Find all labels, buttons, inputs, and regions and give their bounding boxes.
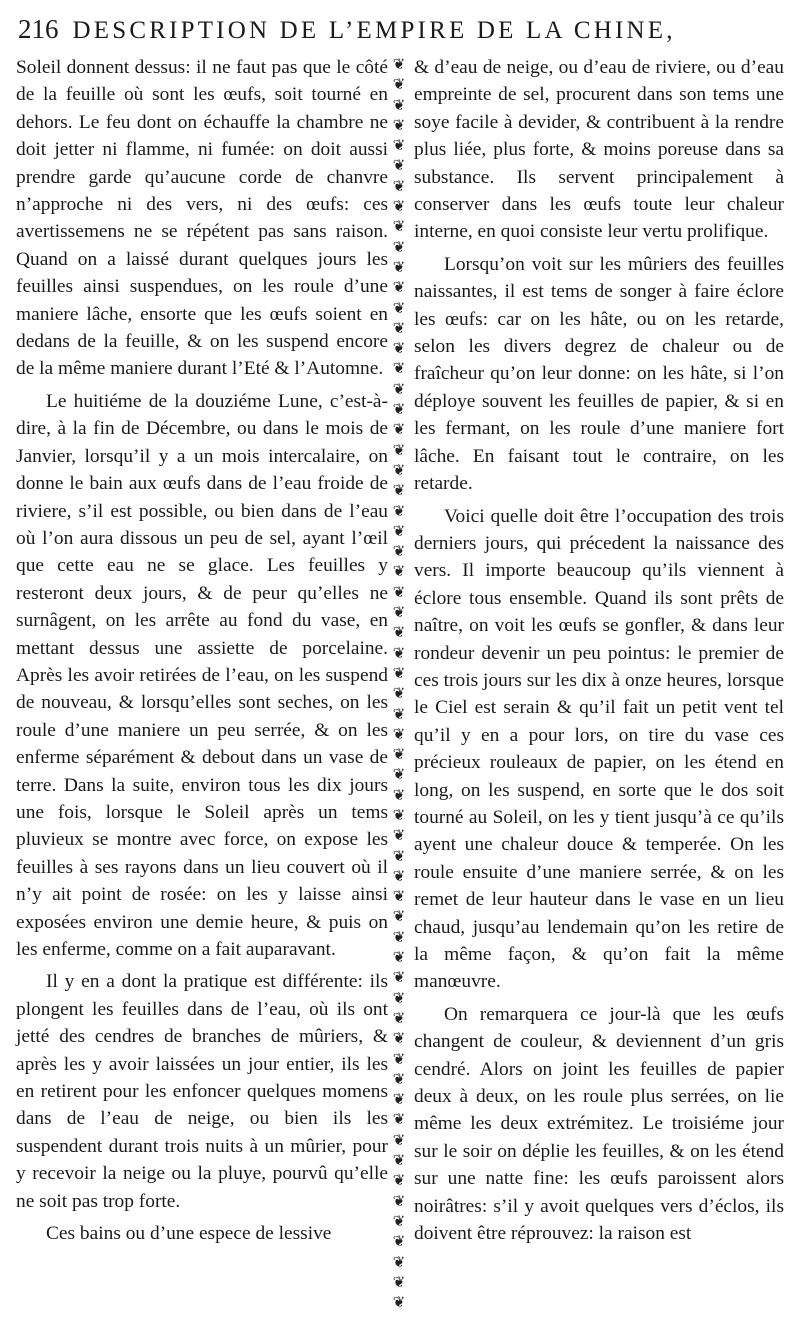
- fleuron-ornament: ❦: [392, 1272, 406, 1291]
- fleuron-ornament: ❦: [392, 1029, 406, 1048]
- fleuron-ornament: ❦: [392, 460, 406, 479]
- fleuron-ornament: ❦: [392, 826, 406, 845]
- fleuron-ornament: ❦: [392, 603, 406, 622]
- fleuron-ornament: ❦: [392, 805, 406, 824]
- fleuron-ornament: ❦: [392, 927, 406, 946]
- fleuron-ornament: ❦: [392, 359, 406, 378]
- fleuron-ornament: ❦: [392, 1293, 406, 1312]
- fleuron-ornament: ❦: [392, 481, 406, 500]
- fleuron-ornament: ❦: [392, 968, 406, 987]
- fleuron-ornament: ❦: [392, 521, 406, 540]
- page-number: 216: [18, 14, 59, 44]
- fleuron-ornament: ❦: [392, 887, 406, 906]
- fleuron-ornament: ❦: [392, 785, 406, 804]
- running-title: DESCRIPTION DE L’EMPIRE DE LA CHINE,: [72, 17, 676, 44]
- fleuron-ornament: ❦: [392, 1171, 406, 1190]
- fleuron-ornament: ❦: [392, 1151, 406, 1170]
- fleuron-ornament: ❦: [392, 257, 406, 276]
- fleuron-ornament: ❦: [392, 745, 406, 764]
- left-column: [16, 54, 388, 1247]
- fleuron-ornament: ❦: [392, 542, 406, 561]
- fleuron-ornament: ❦: [392, 501, 406, 520]
- paragraph: Lorsqu’on voit sur les mûriers des feuilles naissantes, il est tems de songer à faire éclore les œufs: car on les hâte, ou on les retarde, selon les divers degrez de chaleur ou de fraîcheur qu’on leur donne: on les hâte, si l’on déploye souvent les feuilles de papier, & si en les fermant, on les roule d’une maniere fort lâche. En faisant tout le contraire, on les retarde.: [414, 253, 784, 495]
- fleuron-ornament: ❦: [392, 1130, 406, 1149]
- ornamental-column-rule: [390, 54, 408, 1324]
- fleuron-ornament: ❦: [392, 684, 406, 703]
- fleuron-ornament: ❦: [392, 339, 406, 358]
- fleuron-ornament: ❦: [392, 1090, 406, 1109]
- fleuron-ornament: ❦: [392, 1049, 406, 1068]
- fleuron-ornament: ❦: [392, 176, 406, 195]
- fleuron-ornament: ❦: [392, 318, 406, 337]
- fleuron-ornament: ❦: [392, 278, 406, 297]
- paragraph: Ces bains ou d’une espece de lessive: [46, 1223, 332, 1245]
- fleuron-ornament: ❦: [392, 298, 406, 317]
- fleuron-ornament: ❦: [392, 1211, 406, 1230]
- fleuron-ornament: ❦: [392, 988, 406, 1007]
- fleuron-ornament: ❦: [392, 1232, 406, 1251]
- fleuron-ornament: ❦: [392, 136, 406, 155]
- fleuron-ornament: ❦: [392, 623, 406, 642]
- fleuron-ornament: ❦: [392, 724, 406, 743]
- fleuron-ornament: ❦: [392, 948, 406, 967]
- paragraph: Soleil donnent dessus: il ne faut pas que le côté de la feuille où sont les œufs, soit tourné en dehors. Le feu dont on échauffe la chambre ne doit jetter ni flamme, ni fumée: on doit aussi prendre garde qu’aucune corde de chanvre n’approche ni des vers, ni des œufs: ces avertissemens ne se répétent pas sans raison. Quand on a laissé durant quelques jours les feuilles ainsi suspendues, on les roule d’une maniere lâche, ensorte que les œufs soient en dedans de la feuille, & on les suspend encore de la même maniere durant l’Eté & l’Automne.: [16, 57, 388, 380]
- fleuron-ornament: ❦: [392, 562, 406, 581]
- fleuron-ornament: ❦: [392, 907, 406, 926]
- paragraph: Le huitiéme de la douziéme Lune, c’est-à-dire, à la fin de Décembre, ou dans le mois de Janvier, lorsqu’il y a un mois intercalaire, on donne le bain aux œufs dans de l’eau froide de riviere, s’il est possible, ou bien dans de l’eau où l’on aura dissous un peu de sel, ayant l’œil que cette eau ne se glace. Les feuilles y resteront deux jours, & de peur qu’elles ne surnâgent, on les arrête au fond du vase, en mettant dessus une assiette de porcelaine. Après les avoir retirées de l’eau, on les suspend de nouveau, & lorsqu’elles sont seches, on les roule d’une maniere un peu serrée, & on les enferme séparément & debout dans un vase de terre. Dans la suite, environ tous les dix jours une fois, lorsque le Soleil après un tems pluvieux se montre avec force, on expose les feuilles à ses rayons dans un lieu couvert où il n’y ait point de rosée: on les y laisse ainsi exposées environ une demie heure, & puis on les enferme, comme on a fait auparavant.: [16, 390, 388, 960]
- fleuron-ornament: ❦: [392, 156, 406, 175]
- running-head: [18, 14, 798, 50]
- fleuron-ornament: ❦: [392, 1069, 406, 1088]
- fleuron-ornament: ❦: [392, 643, 406, 662]
- fleuron-ornament: ❦: [392, 115, 406, 134]
- fleuron-ornament: ❦: [392, 1252, 406, 1271]
- fleuron-ornament: ❦: [392, 582, 406, 601]
- fleuron-ornament: ❦: [392, 1008, 406, 1027]
- fleuron-ornament: ❦: [392, 866, 406, 885]
- fleuron-ornament: ❦: [392, 440, 406, 459]
- right-column: [414, 54, 784, 1247]
- paragraph: & d’eau de neige, ou d’eau de riviere, ou d’eau empreinte de sel, procurent dans son tems une soye facile à devider, & contribuent à la rendre plus liée, plus forte, & moins poreuse dans sa substance. Ils servent principalement à conserver dans les œufs toute leur chaleur interne, en quoi consiste leur vertu prolifique.: [414, 57, 784, 243]
- paragraph: On remarquera ce jour-là que les œufs changent de couleur, & deviennent d’un gris cendré. Alors on joint les feuilles de papier deux à deux, on les roule plus serrées, on lie même les deux extrémitez. Le troisiéme jour sur le soir on déplie les feuilles, & on les étend sur une natte fine: les œufs paroissent alors noirâtres: s’il y avoit quelques vers d’éclos, ils doivent être réprouvez: la raison est: [414, 1003, 784, 1245]
- fleuron-ornament: ❦: [392, 237, 406, 256]
- fleuron-ornament: ❦: [392, 420, 406, 439]
- fleuron-ornament: ❦: [392, 197, 406, 216]
- paragraph: Voici quelle doit être l’occupation des trois derniers jours, qui précedent la naissance des vers. Il importe beaucoup qu’ils viennent à éclore tous ensemble. Quand ils sont prêts de naître, on voit les œufs se gonfler, & dans leur rondeur devenir un peu pointus: le premier de ces trois jours sur les dix à onze heures, lorsque le Ciel est serain & qu’il fait un petit vent tel qu’il y en a pour lors, on tire du vase ces précieux rouleaux de papier, on les étend en long, on les suspend, en sorte que le dos soit tourné au Soleil, on les y tient jusqu’à ce qu’ils ayent une chaleur douce & temperée. On les roule ensuite d’une maniere serrée, & on les remet de leur hauteur dans le vase en un lieu chaud, jusqu’au lendemain qu’on les retire de la même façon, & qu’on fait la même manœuvre.: [414, 505, 784, 993]
- fleuron-ornament: ❦: [392, 765, 406, 784]
- fleuron-ornament: ❦: [392, 846, 406, 865]
- fleuron-ornament: ❦: [392, 55, 406, 73]
- fleuron-ornament: ❦: [392, 217, 406, 236]
- fleuron-ornament: ❦: [392, 1110, 406, 1129]
- fleuron-ornament: ❦: [392, 379, 406, 398]
- fleuron-ornament: ❦: [392, 704, 406, 723]
- fleuron-ornament: ❦: [392, 95, 406, 114]
- paragraph: Il y en a dont la pratique est différente: ils plongent les feuilles dans de l’eau, où ils ont jetté des cendres de branches de mûriers, & après les y avoir laissées un jour entier, ils les en retirent pour les enfoncer quelques momens dans de l’eau de neige, ou bien ils les suspendent durant trois nuits à un mûrier, pour y recevoir la neige ou la pluye, pourvû qu’elle ne soit pas trop forte.: [16, 971, 388, 1212]
- fleuron-ornament: ❦: [392, 663, 406, 682]
- fleuron-ornament: ❦: [392, 75, 406, 94]
- fleuron-ornament: ❦: [392, 400, 406, 419]
- fleuron-ornament: ❦: [392, 1191, 406, 1210]
